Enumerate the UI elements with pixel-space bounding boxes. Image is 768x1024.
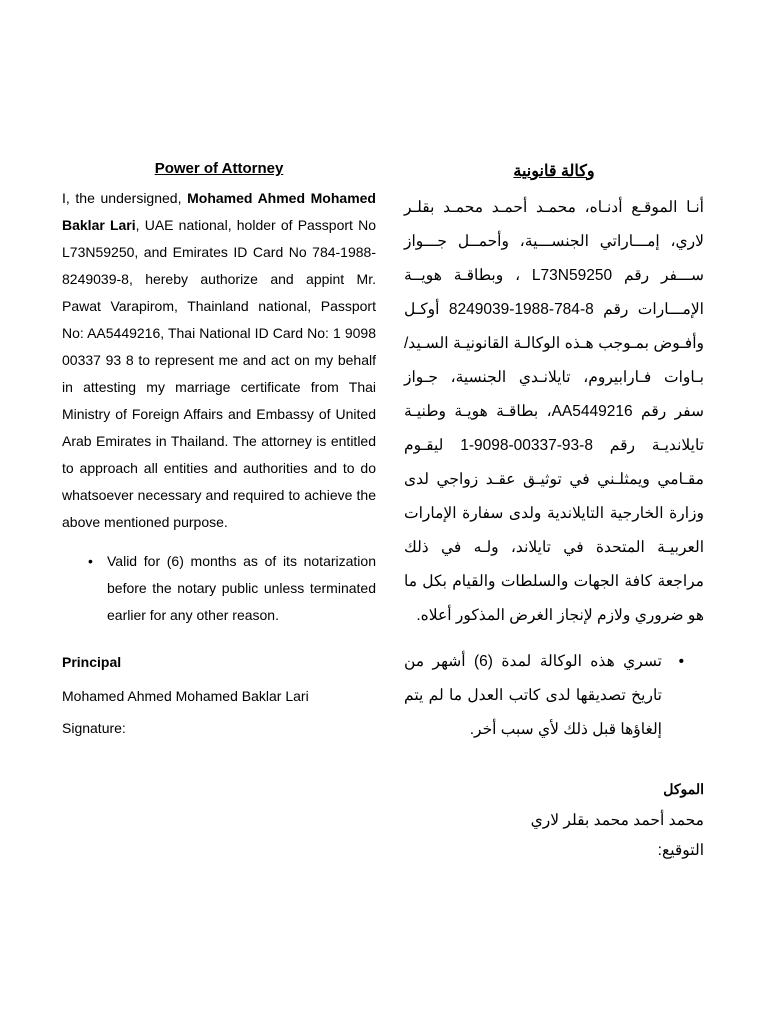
- english-signature-label: Signature:: [62, 720, 126, 736]
- arabic-signature-label: التوقيع:: [657, 842, 704, 859]
- arabic-principal-section: [404, 779, 704, 861]
- english-intro-prefix: I, the undersigned,: [62, 190, 188, 206]
- bullet-icon: •: [678, 653, 684, 670]
- english-validity-item: [62, 548, 376, 629]
- arabic-title: وكالة قانونية: [513, 163, 595, 180]
- arabic-validity-text: تسري هذه الوكالة لمدة (6) أشهر من تاريخ تصديقها لدى كاتب العدل ما لم يتم إلغاؤها قبل ذلك لأي سبب أخر.: [404, 653, 662, 738]
- english-validity-text: Valid for (6) months as of its notarization before the notary public unless terminated earlier for any other reason.: [107, 553, 376, 623]
- arabic-bullet-list: [404, 645, 704, 747]
- english-body: [62, 185, 376, 536]
- arabic-body: أنـا الموقـع أدنـاه، محمـد أحمـد محمـد بقلـر لاري، إمـــاراتي الجنســـية، وأحمــل جـــواز ســـفر رقم L73N59250 ، وبطاقـة هويــة الإمـــارات رقم 8-784-1988-8249039 أوكـل وأفـوض بمـوجب هـذه الوكالـة القانونيـة السـيد/ بـاوات فـارابيروم، تايلانـدي الجنسية، جـواز سفر رقم AA5449216، بطاقـة هويـة وطنيـة تايلانديـة رقم 8-93-00337-9098-1 ليقـوم مقـامي ويمثلـني في توثيـق عقـد زواجي لدى وزارة الخارجية التايلاندية ولدى سفارة الإمارات العربيـة المتحدة في تايلاند، ولـه في ذلك مراجعة كافة الجهات والسلطات والقيام بكل ما هو ضروري ولازم لإنجاز الغرض المذكور أعلاه.: [404, 199, 704, 624]
- principal-name-bold: Mohamed Ahmed Mohamed Baklar Lari: [62, 190, 376, 233]
- arabic-principal-label: الموكل: [663, 781, 704, 797]
- arabic-column: [404, 157, 704, 861]
- bullet-icon: •: [88, 553, 93, 569]
- english-intro-rest: , UAE national, holder of Passport No L73N59250, and Emirates ID Card No 784-1988-8249039-8, hereby authorize and appint Mr. Pawat Varapirom, Thainland national, Passport No: AA5449216, Thai National ID Card No: 1 9098 00337 93 8 to represent me and act on my behalf in attesting my marriage certificate from Thai Ministry of Foreign Affairs and Embassy of United Arab Emirates in Thailand. The attorney is entitled to approach all entities and authorities and to do whatsoever necessary and required to achieve the above mentioned purpose.: [62, 217, 376, 530]
- english-bullet-list: [62, 548, 376, 629]
- arabic-principal-name: محمد أحمد محمد بقلر لاري: [530, 812, 704, 829]
- english-title: Power of Attorney: [154, 160, 284, 177]
- arabic-validity-item: [404, 645, 704, 747]
- english-column: [62, 157, 376, 737]
- english-principal-name: Mohamed Ahmed Mohamed Baklar Lari: [62, 688, 309, 704]
- english-principal-section: [62, 653, 376, 737]
- english-principal-label: Principal: [62, 654, 122, 670]
